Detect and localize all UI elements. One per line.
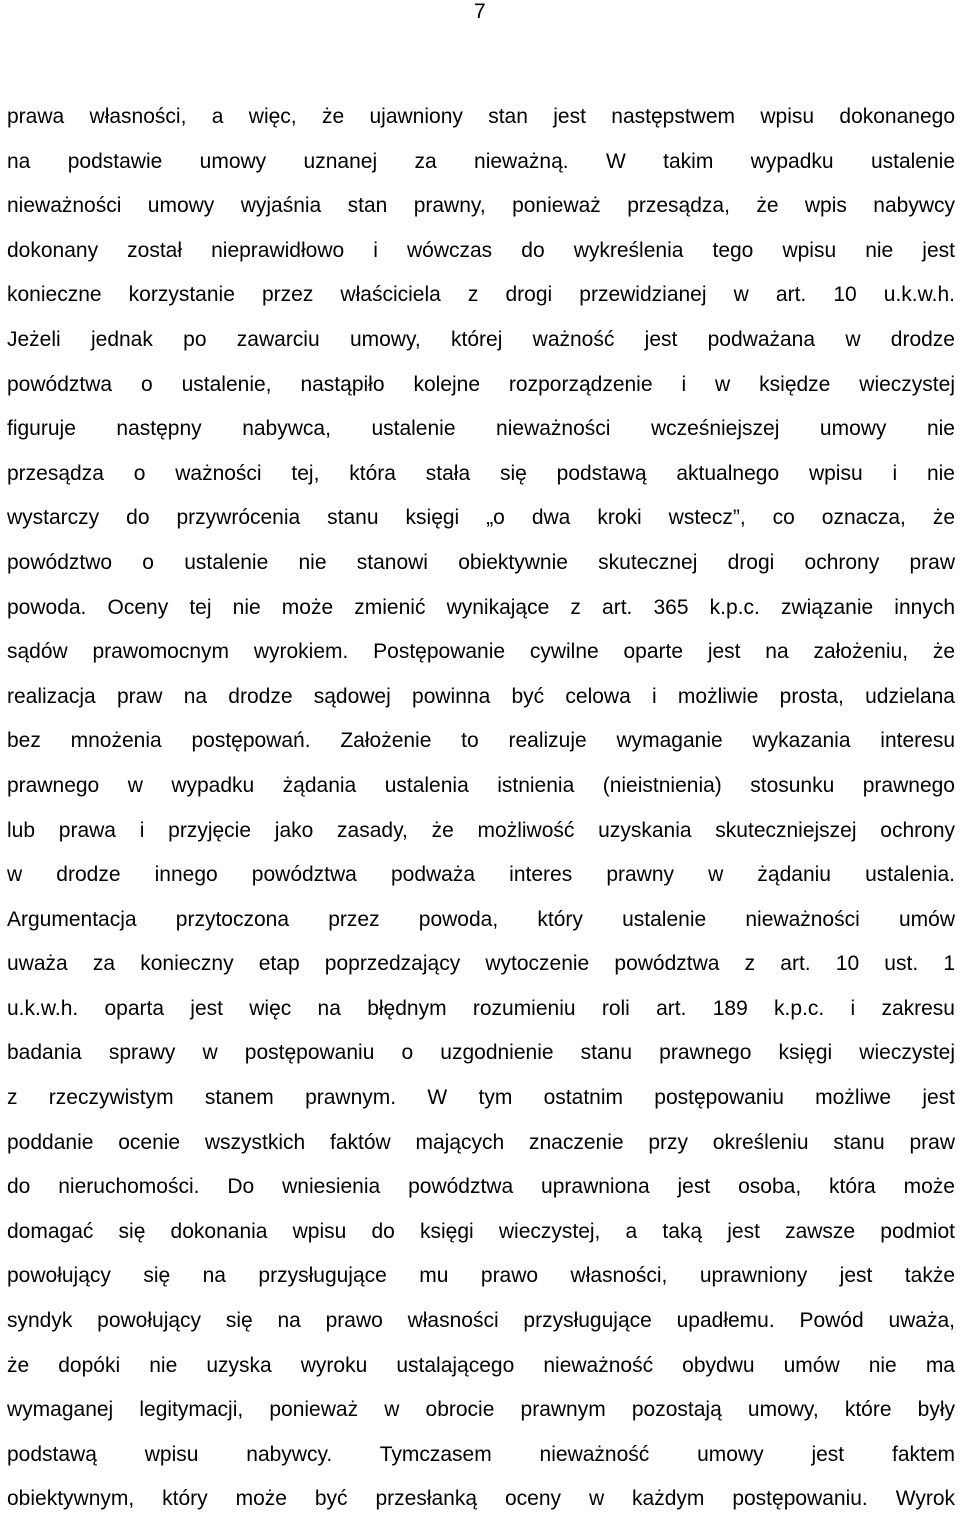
text-line: przesądza o ważności tej, która stała się podstawą aktualnego wpisu i nie [7,461,955,485]
text-line: powództwa o ustalenie, nastąpiło kolejne rozporządzenie i w księdze wieczystej [7,372,955,396]
text-line: konieczne korzystanie przez właściciela z drogi przewidzianej w art. 10 u.k.w.h. [7,283,955,307]
text-line: powoda. Oceny tej nie może zmienić wynikające z art. 365 k.p.c. związanie innych [7,595,955,619]
text-line: do nieruchomości. Do wniesienia powództwa uprawniona jest osoba, która może [7,1175,955,1199]
text-line: poddanie ocenie wszystkich faktów mających znaczenie przy określeniu stanu praw [7,1130,955,1154]
text-line: na podstawie umowy uznanej za nieważną. W takim wypadku ustalenie [7,149,955,173]
text-line: realizacja praw na drodze sądowej powinna być celowa i możliwie prosta, udzielana [7,684,955,708]
text-line: u.k.w.h. oparta jest więc na błędnym rozumieniu roli art. 189 k.p.c. i zakresu [7,996,955,1020]
text-line: sądów prawomocnym wyrokiem. Postępowanie cywilne oparte jest na założeniu, że [7,640,955,664]
text-line: dokonany został nieprawidłowo i wówczas do wykreślenia tego wpisu nie jest [7,238,955,262]
text-line: obiektywnym, który może być przesłanką oceny w każdym postępowaniu. Wyrok [7,1487,955,1511]
text-line: że dopóki nie uzyska wyroku ustalającego nieważność obydwu umów nie ma [7,1353,955,1377]
text-line: lub prawa i przyjęcie jako zasady, że możliwość uzyskania skuteczniejszej ochrony [7,818,955,842]
text-line: bez mnożenia postępowań. Założenie to realizuje wymaganie wykazania interesu [7,729,955,753]
text-line: powództwo o ustalenie nie stanowi obiektywnie skutecznej drogi ochrony praw [7,550,955,574]
text-line: uważa za konieczny etap poprzedzający wytoczenie powództwa z art. 10 ust. 1 [7,952,955,976]
text-line: domagać się dokonania wpisu do księgi wieczystej, a taką jest zawsze podmiot [7,1219,955,1243]
text-line: w drodze innego powództwa podważa interes prawny w żądaniu ustalenia. [7,863,955,887]
text-line: Argumentacja przytoczona przez powoda, który ustalenie nieważności umów [7,907,955,931]
text-line: wymaganej legitymacji, ponieważ w obrocie prawnym pozostają umowy, które były [7,1398,955,1422]
text-line: powołujący się na przysługujące mu prawo własności, uprawniony jest także [7,1264,955,1288]
page-number: 7 [474,0,486,23]
text-line: badania sprawy w postępowaniu o uzgodnienie stanu prawnego księgi wieczystej [7,1041,955,1065]
text-line: nieważności umowy wyjaśnia stan prawny, ponieważ przesądza, że wpis nabywcy [7,194,955,218]
document-body [7,95,955,1522]
text-line: prawnego w wypadku żądania ustalenia istnienia (nieistnienia) stosunku prawnego [7,773,955,797]
text-line: Jeżeli jednak po zawarciu umowy, której ważność jest podważana w drodze [7,327,955,351]
text-line: z rzeczywistym stanem prawnym. W tym ostatnim postępowaniu możliwe jest [7,1086,955,1110]
text-line: wystarczy do przywrócenia stanu księgi „o dwa kroki wstecz”, co oznacza, że [7,506,955,530]
text-line: podstawą wpisu nabywcy. Tymczasem nieważność umowy jest faktem [7,1442,955,1466]
text-line: syndyk powołujący się na prawo własności przysługujące upadłemu. Powód uważa, [7,1309,955,1333]
text-line: prawa własności, a więc, że ujawniony stan jest następstwem wpisu dokonanego [7,105,955,128]
text-line: figuruje następny nabywca, ustalenie nieważności wcześniejszej umowy nie [7,417,955,441]
